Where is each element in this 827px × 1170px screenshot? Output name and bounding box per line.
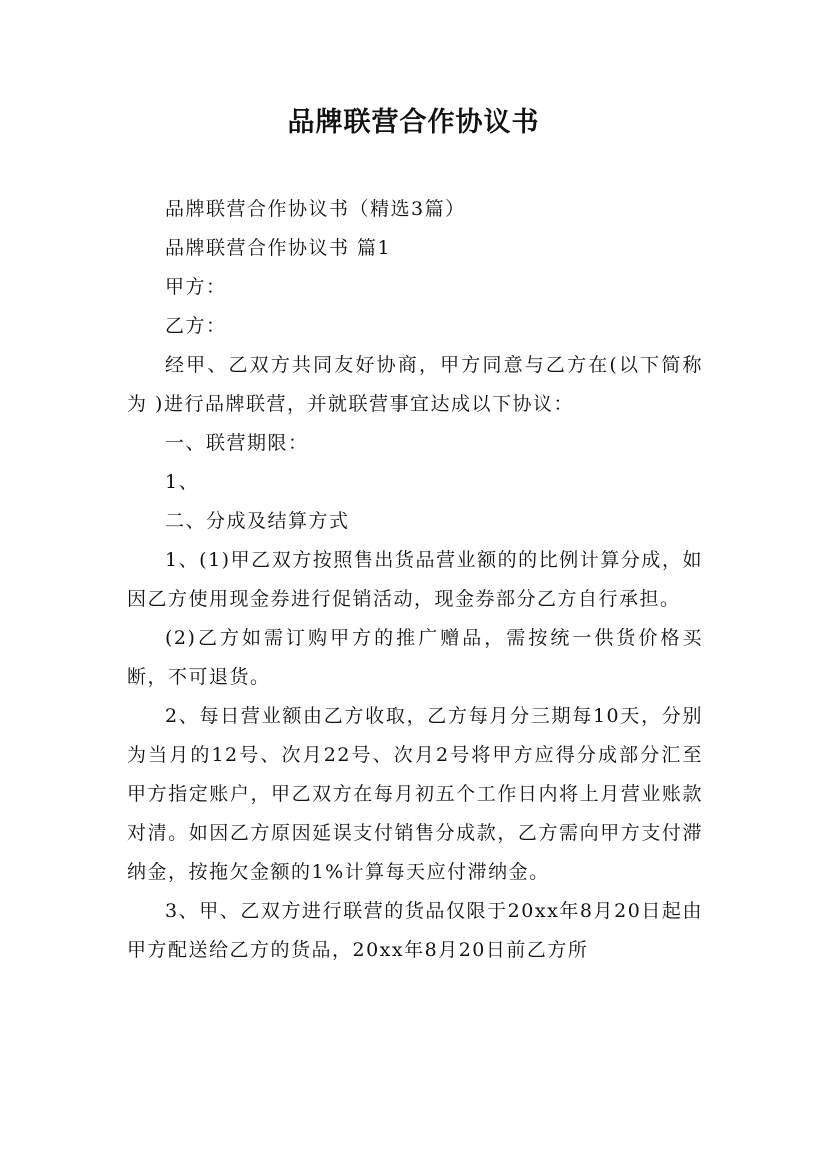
paragraph-settlement-3: 3、甲、乙双方进行联营的货品仅限于20xx年8月20日起由甲方配送给乙方的货品，20xx年8月20日前乙方所 xyxy=(127,900,703,961)
paragraph-settlement-1-1: 1、(1)甲乙双方按照售出货品营业额的的比例计算分成，如因乙方使用现金券进行促销活动，现金券部分乙方自行承担。 xyxy=(127,549,703,610)
document-body xyxy=(127,190,703,970)
paragraph-settlement-1-2: (2)乙方如需订购甲方的推广赠品，需按统一供货价格买断，不可退货。 xyxy=(127,627,703,688)
paragraph-section-heading: 品牌联营合作协议书 篇1 xyxy=(165,237,392,259)
paragraph-settlement-heading: 二、分成及结算方式 xyxy=(165,510,350,532)
document-title: 品牌联营合作协议书 xyxy=(287,107,540,138)
paragraph-settlement-2: 2、每日营业额由乙方收取，乙方每月分三期每10天，分别为当月的12号、次月22号、次月2号将甲方应得分成部分汇至甲方指定账户，甲乙双方在每月初五个工作日内将上月营业账款对清。如因乙方原因延误支付销售分成款，乙方需向甲方支付滞纳金，按拖欠金额的1%计算每天应付滞纳金。 xyxy=(127,705,703,883)
paragraph-preamble: 经甲、乙双方共同友好协商，甲方同意与乙方在(以下简称为 )进行品牌联营，并就联营事宜达成以下协议： xyxy=(127,354,703,415)
paragraph-party-a: 甲方： xyxy=(165,276,227,298)
paragraph-term-heading: 一、联营期限： xyxy=(165,432,309,454)
paragraph-subtitle: 品牌联营合作协议书（精选3篇） xyxy=(165,198,466,220)
paragraph-party-b: 乙方： xyxy=(165,315,227,337)
paragraph-term-item-1: 1、 xyxy=(165,471,200,493)
